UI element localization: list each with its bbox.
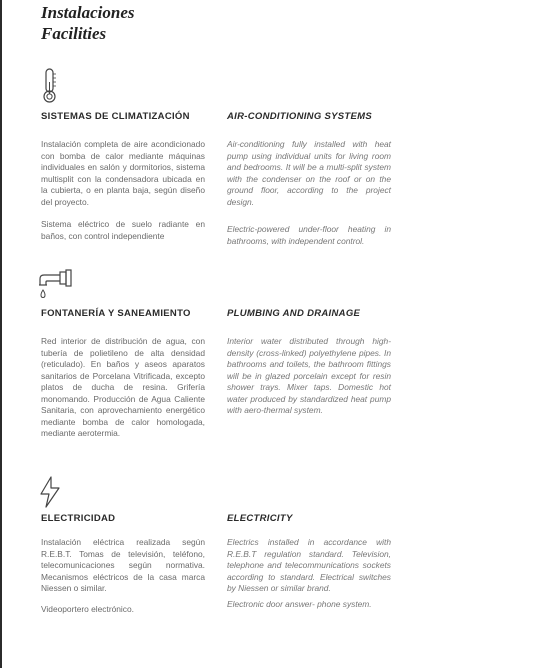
page-title-en: Facilities <box>41 24 107 43</box>
section-paragraph-en: Electrics installed in accordance with R.E.B.T regulation standard. Television, telephone and telecommunications sockets according to standard. Electrical switches by Niessen or similar brand. <box>227 537 391 593</box>
lightning-icon <box>39 476 61 508</box>
section-heading-en: ELECTRICITY <box>227 513 293 524</box>
section-paragraph-es: Red interior de distribución de agua, con tubería de polietileno de alta densidad (reticulado). En baños y aseos aparatos sanitarios de Porcelana Vitrificada, excepto platos de ducha de resina. Grifería monomando. Producción de Agua Caliente Sanitaria, con aprovechamiento energético mediante bomba de calor homologada, mediante aerotermia. <box>41 336 205 438</box>
section-heading-en: AIR-CONDITIONING SYSTEMS <box>227 111 372 122</box>
section-paragraph-en: Electric-powered under-floor heating in bathrooms, with independent control. <box>227 224 391 246</box>
section-heading-es: ELECTRICIDAD <box>41 513 116 524</box>
thermometer-icon <box>40 68 60 104</box>
section-heading-en: PLUMBING AND DRAINAGE <box>227 308 361 319</box>
section-paragraph-es: Instalación eléctrica realizada según R.E.B.T. Tomas de televisión, teléfono, telecomunicaciones según normativa. Mecanismos eléctricos de la casa marca Niessen o similar. <box>41 537 205 593</box>
section-paragraph-es: Sistema eléctrico de suelo radiante en baños, con control independiente <box>41 219 205 241</box>
left-margin-rule <box>0 0 2 668</box>
section-paragraph-es: Instalación completa de aire acondicionado con bomba de calor mediante máquinas individuales en salón y dormitorios, sistema multisplit con la condensadora ubicada en la cubierta, o en planta baja, según diseño del proyecto. <box>41 139 205 207</box>
section-paragraph-en: Air-conditioning fully installed with heat pump using individual units for living room and bedrooms. It will be a multi-split system with the condenser on the roof or on the ground floor, according to the project design. <box>227 139 391 207</box>
section-paragraph-en: Electronic door answer- phone system. <box>227 599 372 609</box>
page-title-es: Instalaciones <box>41 3 135 22</box>
section-paragraph-es: Videoportero electrónico. <box>41 604 134 614</box>
section-heading-es: FONTANERÍA Y SANEAMIENTO <box>41 308 191 319</box>
faucet-icon <box>38 269 74 299</box>
section-paragraph-en: Interior water distributed through high-density (cross-linked) polyethylene pipes. In bathrooms and toilets, the bathroom fittings will be in glazed porcelain except for resin shower trays. Mixer taps. Domestic hot water produced by standardized heat pump with aero-thermal system. <box>227 336 391 415</box>
section-heading-es: SISTEMAS DE CLIMATIZACIÓN <box>41 111 190 122</box>
